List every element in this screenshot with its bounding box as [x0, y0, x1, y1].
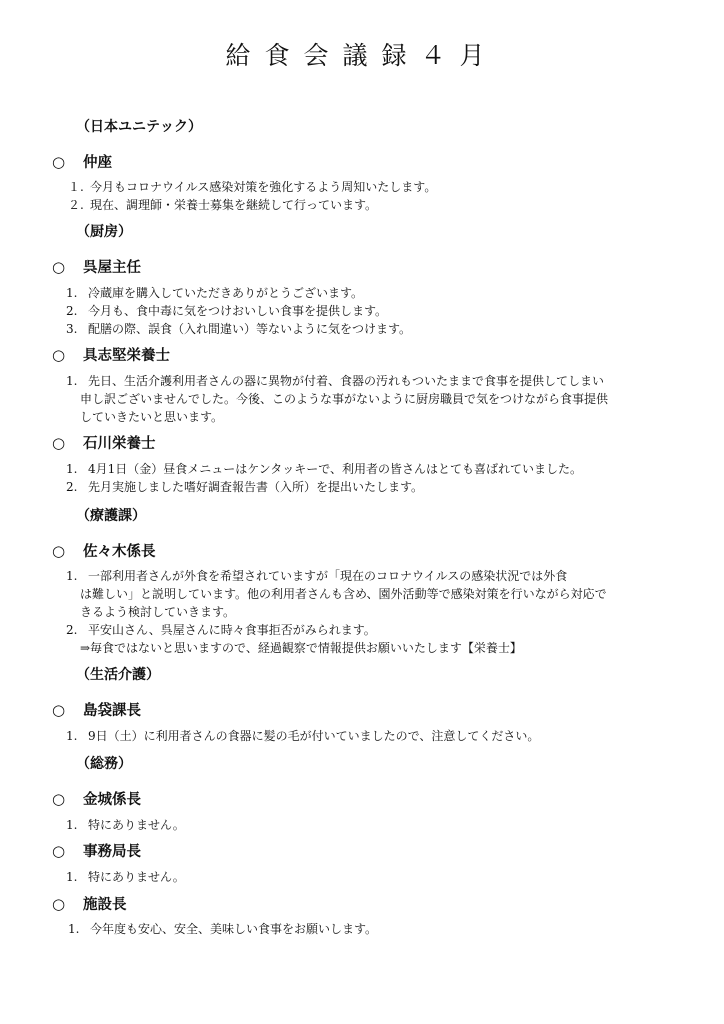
person-heading-goya [52, 256, 141, 277]
person-name: 事務局長 [83, 843, 141, 860]
dept-heading-nihon-unitech: （日本ユニテック） [76, 119, 202, 135]
item-text: 冷蔵庫を購入していただきありがとうございます。 [88, 286, 364, 300]
item-number: 2. [66, 304, 78, 318]
item-text: 4月1日（金）昼食メニューはケンタッキーで、利用者の皆さんはとても喜ばれていました。 [88, 462, 582, 476]
person-name: 石川栄養士 [83, 435, 156, 452]
page-title: 給食会議録４月 [225, 41, 499, 70]
circle-bullet-icon: ○ [52, 790, 66, 808]
item-number: 1. [66, 374, 78, 388]
person-name: 佐々木係長 [83, 543, 156, 560]
list-item [66, 460, 582, 478]
item-number: 1. [66, 870, 78, 884]
item-text: 先月実施しました嗜好調査報告書（入所）を提出いたします。 [88, 480, 424, 494]
circle-bullet-icon: ○ [52, 434, 66, 452]
circle-bullet-icon: ○ [52, 346, 66, 364]
item-number: 1. [68, 922, 80, 936]
item-text: 特にありません。 [88, 870, 185, 884]
list-item [66, 284, 363, 302]
list-item [68, 920, 377, 938]
person-name: 呉屋主任 [83, 259, 141, 276]
item-number: 2. [66, 623, 78, 637]
item-text-continued: 申し訳ございませんでした。今後、このような事がないように厨房職員で気をつけながら食事提供 [80, 392, 609, 406]
item-number: 2. [66, 480, 78, 494]
item-text: 現在、調理師・栄養士募集を継続して行っています。 [90, 198, 378, 212]
person-heading-jimukyokucho [52, 840, 141, 861]
person-heading-nakaza [52, 151, 112, 172]
person-name: 島袋課長 [83, 702, 141, 719]
item-text: 一部利用者さんが外食を希望されていますが「現在のコロナウイルスの感染状況では外食 [88, 569, 568, 583]
circle-bullet-icon: ○ [52, 258, 66, 276]
circle-bullet-icon: ○ [52, 701, 66, 719]
item-number: 1. [66, 286, 78, 300]
circle-bullet-icon: ○ [52, 842, 66, 860]
list-item [66, 727, 539, 745]
person-heading-sasaki [52, 540, 156, 561]
dept-heading-ryogo: （療護課） [76, 508, 146, 524]
dept-heading-seikatsu-kaigo: （生活介護） [76, 667, 160, 683]
list-item [66, 816, 185, 834]
item-text: 配膳の際、誤食（入れ間違い）等ないように気をつけます。 [88, 322, 412, 336]
list-item [68, 178, 436, 196]
list-item [66, 567, 567, 585]
list-item [66, 372, 604, 390]
item-number: 1. [66, 729, 78, 743]
list-item [66, 478, 423, 496]
item-number: 1. [66, 569, 78, 583]
person-heading-shimabukuro [52, 699, 141, 720]
list-item [66, 320, 411, 338]
person-heading-ishikawa [52, 432, 156, 453]
dept-heading-somu: （総務） [76, 756, 132, 772]
item-text-continued: は難しい」と説明しています。他の利用者さんも含め、園外活動等で感染対策を行いながら対応で [80, 587, 607, 601]
item-text: 特にありません。 [88, 818, 185, 832]
person-name: 施設長 [83, 896, 127, 913]
list-item [66, 868, 185, 886]
person-heading-shisetsucho [52, 893, 127, 914]
person-name: 具志堅栄養士 [83, 347, 170, 364]
item-text: 先日、生活介護利用者さんの器に異物が付着、食器の汚れもついたままで食事を提供してしまい [88, 374, 605, 388]
circle-bullet-icon: ○ [52, 542, 66, 560]
item-text: 今年度も安心、安全、美味しい食事をお願いします。 [90, 922, 378, 936]
item-text: 今月もコロナウイルス感染対策を強化するよう周知いたします。 [90, 180, 437, 194]
item-text: 今月も、食中毒に気をつけおいしい食事を提供します。 [88, 304, 388, 318]
person-heading-gushiken [52, 344, 170, 365]
circle-bullet-icon: ○ [52, 895, 66, 913]
person-name: 仲座 [83, 154, 112, 171]
item-number: １. [68, 180, 84, 194]
item-text-continued: きるよう検討していきます。 [80, 605, 236, 619]
item-text: 平安山さん、呉屋さんに時々食事拒否がみられます。 [88, 623, 376, 637]
dept-heading-kitchen: （厨房） [76, 224, 132, 240]
circle-bullet-icon: ○ [52, 153, 66, 171]
list-item [68, 196, 377, 214]
list-item [66, 302, 387, 320]
person-heading-kinjo [52, 788, 141, 809]
item-number: 1. [66, 818, 78, 832]
person-name: 金城係長 [83, 791, 141, 808]
item-number: 1. [66, 462, 78, 476]
list-item [66, 621, 376, 639]
item-number: ２. [68, 198, 84, 212]
item-text-continued: していきたいと思います。 [80, 410, 224, 424]
item-number: 3. [66, 322, 78, 336]
item-text-continued: ⇒毎食ではないと思いますので、経過観察で情報提供お願いいたします【栄養士】 [80, 641, 522, 655]
item-text: 9日（土）に利用者さんの食器に髪の毛が付いていましたので、注意してください。 [88, 729, 540, 743]
